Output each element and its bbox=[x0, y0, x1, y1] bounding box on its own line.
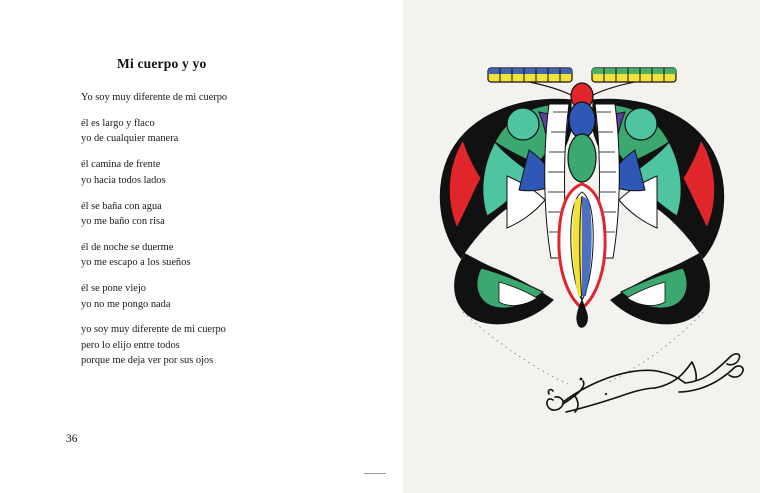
poem-stanza bbox=[81, 90, 381, 105]
poem-line: él es largo y flaco bbox=[81, 117, 155, 129]
poem-line: Yo soy muy diferente de mi cuerpo bbox=[81, 92, 228, 103]
butterfly-child-drawing-icon bbox=[403, 0, 760, 493]
poem-body bbox=[81, 90, 381, 379]
poem-stanza bbox=[81, 199, 381, 230]
poem-title: Mi cuerpo y yo bbox=[117, 56, 207, 71]
poem-stanza bbox=[81, 157, 381, 188]
poem-line: porque me deja ver por sus ojos bbox=[81, 355, 214, 367]
poem-stanza bbox=[81, 281, 381, 312]
poem-stanza bbox=[81, 240, 381, 271]
bottom-rule bbox=[364, 473, 386, 474]
poem-line: él se pone viejo bbox=[81, 283, 146, 295]
poem-line: yo no me pongo nada bbox=[81, 298, 171, 310]
poem-line: pero lo elijo entre todos bbox=[81, 339, 180, 351]
poem-line: yo de cualquier manera bbox=[81, 133, 179, 145]
poem-line: él camina de frente bbox=[81, 159, 161, 171]
poem-line: yo me escapo a los sueños bbox=[81, 257, 191, 269]
page-number: 36 bbox=[66, 433, 78, 445]
poem-line: yo soy muy diferente de mi cuerpo bbox=[81, 324, 226, 336]
poem-stanza bbox=[81, 322, 381, 368]
poem-line: él de noche se duerme bbox=[81, 241, 174, 253]
poem-line: él se baña con agua bbox=[81, 200, 162, 212]
right-page bbox=[403, 0, 760, 493]
poem-line: yo hacia todos lados bbox=[81, 174, 166, 186]
poem-stanza bbox=[81, 116, 381, 147]
poem-line: yo me baño con risa bbox=[81, 215, 165, 227]
